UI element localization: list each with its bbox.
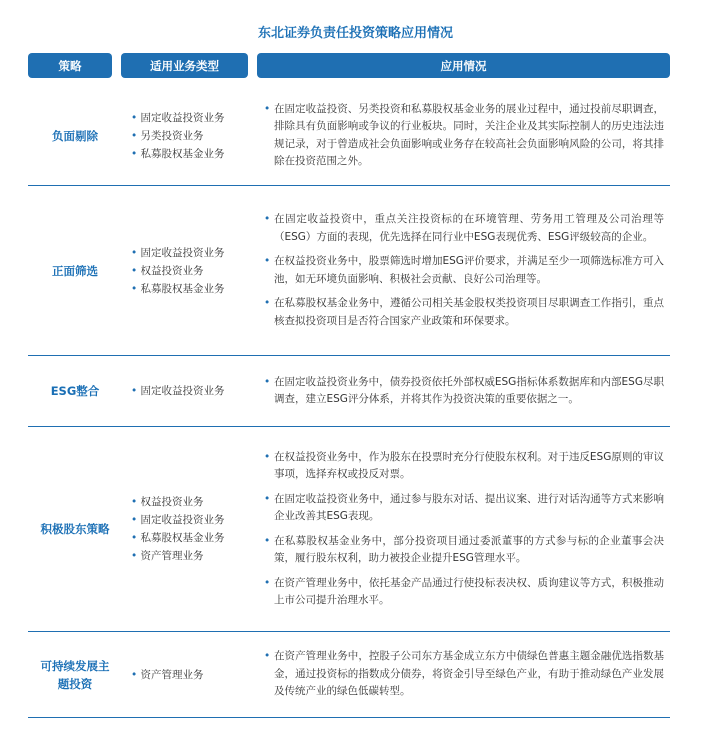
business-type-list xyxy=(131,356,261,426)
list-item: • 固定收益投资业务 xyxy=(131,244,261,262)
table-row xyxy=(28,427,670,632)
application-list xyxy=(264,427,664,631)
list-item: • 固定收益投资业务 xyxy=(131,511,261,529)
application-item: • 在私募股权基金业务中，部分投资项目通过委派董事的方式参与标的企业董事会决策，履行股东权利，助力被投企业提升ESG管理水平。 xyxy=(264,533,664,568)
application-item: • 在权益投资业务中，股票筛选时增加ESG评价要求，并满足至少一项筛选标准方可入池，如无环境负面影响、积极社会贡献、良好公司治理等。 xyxy=(264,253,664,288)
application-list xyxy=(264,86,664,185)
list-item: • 资产管理业务 xyxy=(131,547,261,565)
application-item: • 在固定收益投资中，重点关注投资标的在环境管理、劳务用工管理及公司治理等（ESG）方面的表现，优先选择在同行业中ESG表现优秀、ESG评级较高的企业。 xyxy=(264,211,664,246)
list-item: • 资产管理业务 xyxy=(131,666,261,684)
strategy-cell: 可持续发展主题投资 xyxy=(40,658,110,691)
business-type-list xyxy=(131,186,261,355)
business-type-list xyxy=(131,86,261,185)
page-title: 东北证券负责任投资策略应用情况 xyxy=(257,26,453,41)
table-row xyxy=(28,86,670,186)
list-item: • 私募股权基金业务 xyxy=(131,280,261,298)
strategy-cell: 负面剔除 xyxy=(52,128,98,143)
list-item: • 另类投资业务 xyxy=(131,127,261,145)
strategy-cell: ESG整合 xyxy=(50,384,100,398)
table-row xyxy=(28,632,670,718)
application-list xyxy=(264,186,664,355)
table-row xyxy=(28,356,670,427)
application-item: • 在权益投资业务中，作为股东在投票时充分行使股东权利。对于违反ESG原则的审议事项，选择弃权或投反对票。 xyxy=(264,449,664,484)
application-item: • 在固定收益投资业务中，债券投资依托外部权威ESG指标体系数据库和内部ESG尽职调查，建立ESG评分体系，并将其作为投资决策的重要依据之一。 xyxy=(264,374,664,409)
table-row xyxy=(28,186,670,356)
application-item: • 在资产管理业务中，控股子公司东方基金成立东方中债绿色普惠主题金融优选指数基金，通过投资标的指数成分债券，将资金引导至绿色产业，有助于推动绿色产业发展及传统产业的绿色低碳转型。 xyxy=(264,648,664,701)
list-item: • 权益投资业务 xyxy=(131,262,261,280)
list-item: • 私募股权基金业务 xyxy=(131,529,261,547)
strategy-cell: 积极股东策略 xyxy=(40,522,110,536)
business-type-list xyxy=(131,632,261,717)
list-item: • 私募股权基金业务 xyxy=(131,145,261,163)
application-item: • 在固定收益投资、另类投资和私募股权基金业务的展业过程中，通过投前尽职调查，排除具有负面影响或争议的行业板块。同时，关注企业及其实际控制人的历史违法违规记录，对于曾造成社会负面影响或业务存在较高社会负面影响风险的公司，将其排除在投资范围之外。 xyxy=(264,101,664,171)
list-item: • 固定收益投资业务 xyxy=(131,109,261,127)
application-item: • 在资产管理业务中，依托基金产品通过行使投标表决权、质询建议等方式，积极推动上市公司提升治理水平。 xyxy=(264,575,664,610)
list-item: • 固定收益投资业务 xyxy=(131,382,261,400)
header-application: 应用情况 xyxy=(257,53,670,78)
header-business-type: 适用业务类型 xyxy=(121,53,248,78)
header-strategy: 策略 xyxy=(28,53,112,78)
application-item: • 在私募股权基金业务中，遵循公司相关基金股权类投资项目尽职调查工作指引，重点核查拟投资项目是否符合国家产业政策和环保要求。 xyxy=(264,295,664,330)
application-list xyxy=(264,632,664,717)
application-item: • 在固定收益投资业务中，通过参与股东对话、提出议案、进行对话沟通等方式来影响企业改善其ESG表现。 xyxy=(264,491,664,526)
application-list xyxy=(264,356,664,426)
strategy-cell: 正面筛选 xyxy=(52,263,98,278)
list-item: • 权益投资业务 xyxy=(131,493,261,511)
business-type-list xyxy=(131,427,261,631)
